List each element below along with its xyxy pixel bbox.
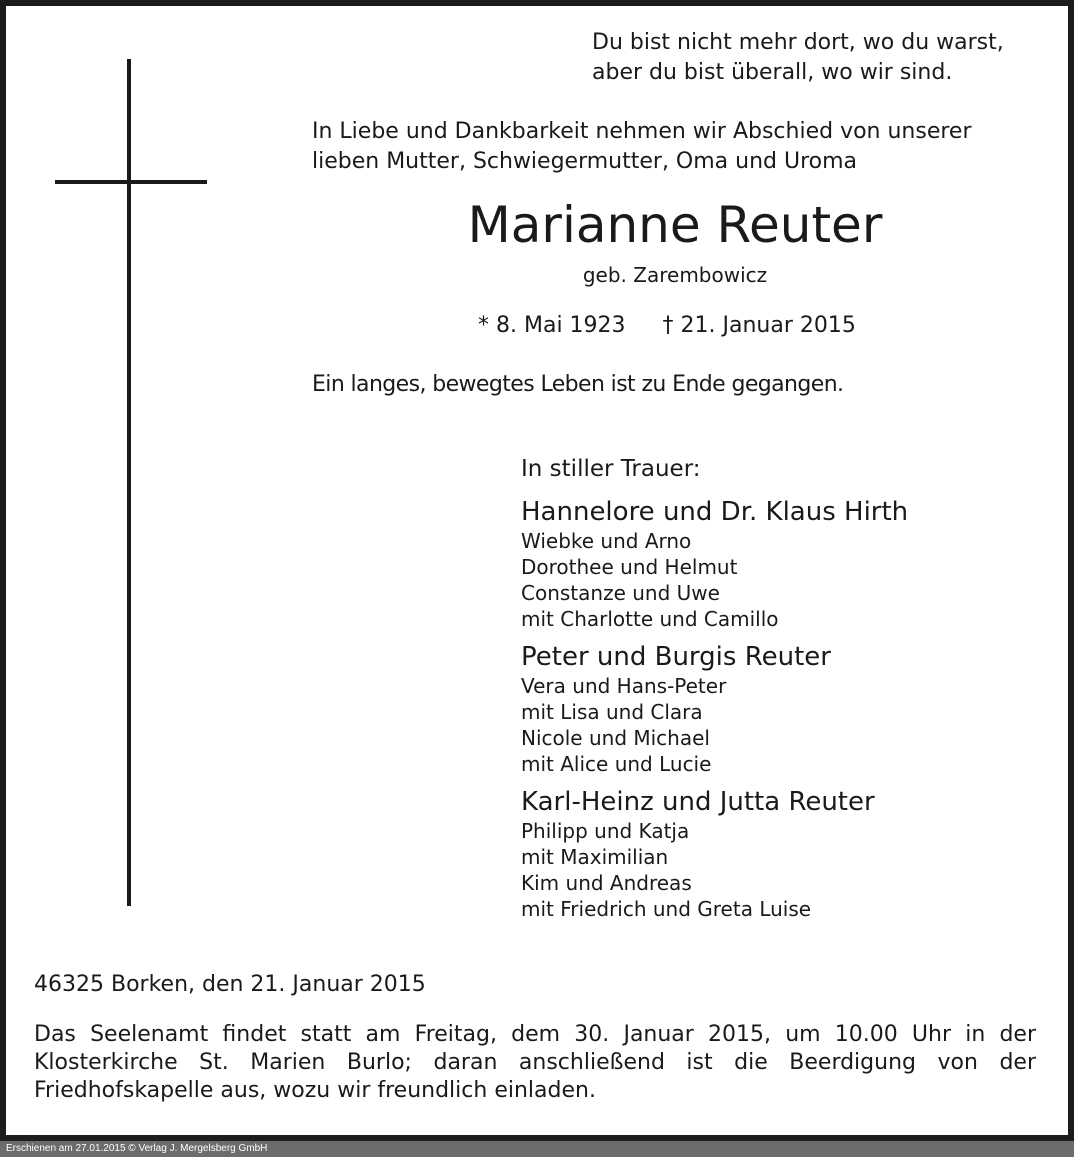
cross-horizontal-beam (55, 180, 207, 184)
life-dates (478, 311, 856, 341)
family-member: mit Charlotte und Camillo (521, 607, 779, 631)
cross-vertical-beam (127, 59, 131, 906)
family-group (521, 786, 908, 922)
family-member: Wiebke und Arno (521, 529, 692, 553)
family-member: Dorothee und Helmut (521, 555, 738, 579)
family-member: mit Maximilian (521, 845, 669, 869)
family-member: Constanze und Uwe (521, 581, 720, 605)
mourners-section (521, 453, 908, 931)
family-member: Kim und Andreas (521, 871, 692, 895)
family-member: mit Alice und Lucie (521, 752, 712, 776)
intro-text (312, 117, 972, 177)
mourning-label: In stiller Trauer: (521, 456, 701, 482)
birth-name: geb. Zarembowicz (582, 263, 768, 287)
family-head: Karl-Heinz und Jutta Reuter (521, 787, 875, 817)
family-group (521, 496, 908, 632)
family-member: Nicole und Michael (521, 726, 710, 750)
family-member: mit Friedrich und Greta Luise (521, 897, 812, 921)
quote-line-2: aber du bist überall, wo wir sind. (592, 60, 953, 85)
intro-line-1: In Liebe und Dankbarkeit nehmen wir Abschied von unserer (312, 119, 972, 144)
family-group (521, 641, 908, 777)
funeral-notice: Das Seelenamt findet statt am Freitag, dem 30. Januar 2015, um 10.00 Uhr in der Klosterkirche St. Marien Burlo; daran anschließend ist die Beerdigung von der Friedhofskapelle aus, wozu wir freundlich einladen. (34, 1022, 1036, 1103)
family-head: Hannelore und Dr. Klaus Hirth (521, 497, 909, 527)
family-member: Vera und Hans-Peter (521, 674, 727, 698)
quote (592, 28, 1004, 88)
intro-line-2: lieben Mutter, Schwiegermutter, Oma und Uroma (312, 149, 858, 174)
family-member: mit Lisa und Clara (521, 700, 703, 724)
verse: Ein langes, bewegtes Leben ist zu Ende gegangen. (312, 372, 844, 397)
publication-footer: Erschienen am 27.01.2015 © Verlag J. Mergelsberg GmbH (0, 1141, 1074, 1157)
family-member: Philipp und Katja (521, 819, 690, 843)
deceased-name: Marianne Reuter (467, 196, 883, 254)
quote-line-1: Du bist nicht mehr dort, wo du warst, (592, 30, 1004, 55)
family-head: Peter und Burgis Reuter (521, 642, 831, 672)
place-date: 46325 Borken, den 21. Januar 2015 (34, 972, 426, 997)
death-date: † 21. Januar 2015 (662, 313, 856, 338)
birth-date: * 8. Mai 1923 (478, 313, 626, 338)
